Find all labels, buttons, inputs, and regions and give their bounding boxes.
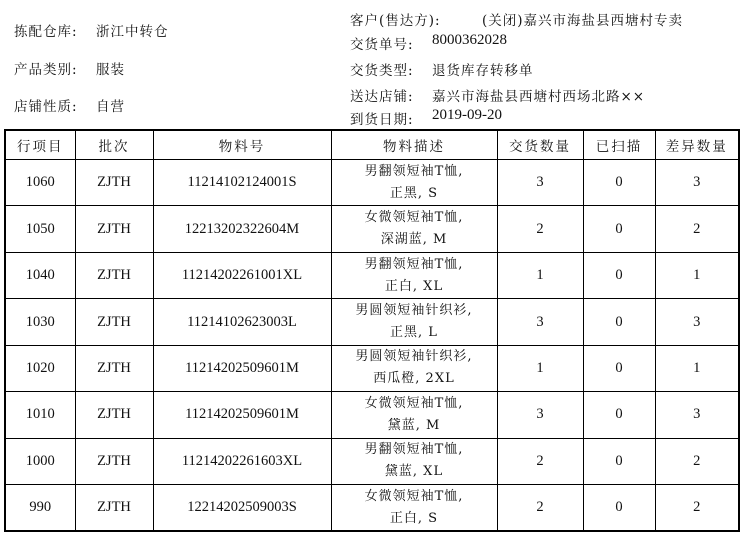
cell-description	[331, 252, 497, 298]
table-row	[5, 438, 739, 484]
customer-label: 客户(售达方):	[350, 13, 441, 29]
cell-material: 11214202261603XL	[153, 438, 331, 484]
cell-delivery-qty: 2	[497, 206, 583, 252]
cell-batch: ZJTH	[75, 252, 153, 298]
cell-difference: 2	[655, 206, 739, 252]
table-row	[5, 206, 739, 252]
description-line-1: 男翻领短袖T恤,	[364, 256, 464, 272]
cell-item: 990	[5, 485, 75, 531]
cell-batch: ZJTH	[75, 160, 153, 206]
cell-description	[331, 160, 497, 206]
category-value: 服装	[96, 62, 125, 78]
delivery-type-value: 退货库存转移单	[432, 63, 534, 79]
delivery-no-label: 交货单号:	[350, 37, 414, 53]
table-row	[5, 392, 739, 438]
delivery-no-value: 8000362028	[432, 32, 507, 48]
cell-batch: ZJTH	[75, 299, 153, 345]
cell-batch: ZJTH	[75, 392, 153, 438]
warehouse-value: 浙江中转仓	[96, 24, 169, 40]
delivery-table	[4, 129, 740, 532]
cell-material: 11214202509601M	[153, 392, 331, 438]
table-row	[5, 160, 739, 206]
cell-batch: ZJTH	[75, 206, 153, 252]
description-line-2: 西瓜橙, 2XL	[373, 371, 455, 387]
description-line-2: 正黑, L	[390, 325, 438, 341]
customer-value: (关闭)嘉兴市海盐县西塘村专卖	[482, 13, 684, 29]
cell-delivery-qty: 3	[497, 392, 583, 438]
cell-scanned: 0	[583, 438, 655, 484]
cell-description	[331, 438, 497, 484]
cell-material: 12214202509003S	[153, 485, 331, 531]
cell-difference: 2	[655, 438, 739, 484]
description-line-1: 男圆领短袖针织衫,	[355, 349, 473, 365]
description-line-1: 男圆领短袖针织衫,	[355, 303, 473, 319]
cell-scanned: 0	[583, 485, 655, 531]
cell-delivery-qty: 3	[497, 299, 583, 345]
arrival-date-label: 到货日期:	[350, 112, 414, 128]
cell-delivery-qty: 2	[497, 438, 583, 484]
description-line-1: 男翻领短袖T恤,	[364, 442, 464, 458]
cell-item: 1040	[5, 252, 75, 298]
table-row	[5, 252, 739, 298]
column-header-material: 物料号	[153, 130, 331, 160]
cell-material: 11214102124001S	[153, 160, 331, 206]
ship-to-value: 嘉兴市海盐县西塘村西场北路××	[432, 89, 646, 105]
column-header-difference: 差异数量	[655, 130, 739, 160]
table-row	[5, 299, 739, 345]
table-row	[5, 345, 739, 391]
cell-scanned: 0	[583, 345, 655, 391]
description-line-2: 黛蓝, XL	[384, 464, 444, 480]
cell-delivery-qty: 1	[497, 345, 583, 391]
warehouse-label: 拣配仓库:	[14, 24, 78, 40]
cell-item: 1020	[5, 345, 75, 391]
cell-item: 1000	[5, 438, 75, 484]
cell-delivery-qty: 2	[497, 485, 583, 531]
cell-description	[331, 485, 497, 531]
store-type-label: 店铺性质:	[14, 99, 78, 115]
cell-difference: 2	[655, 485, 739, 531]
cell-description	[331, 345, 497, 391]
cell-description	[331, 392, 497, 438]
arrival-date-value: 2019-09-20	[432, 107, 502, 123]
column-header-scanned: 已扫描	[583, 130, 655, 160]
description-line-2: 正白, XL	[384, 278, 444, 294]
cell-difference: 3	[655, 160, 739, 206]
cell-material: 11214202261001XL	[153, 252, 331, 298]
cell-difference: 3	[655, 392, 739, 438]
cell-scanned: 0	[583, 160, 655, 206]
cell-batch: ZJTH	[75, 438, 153, 484]
column-header-delivery-qty: 交货数量	[497, 130, 583, 160]
cell-scanned: 0	[583, 206, 655, 252]
column-header-item: 行项目	[5, 130, 75, 160]
description-line-1: 女微领短袖T恤,	[364, 488, 464, 504]
description-line-1: 男翻领短袖T恤,	[364, 163, 464, 179]
column-header-batch: 批次	[75, 130, 153, 160]
column-header-description: 物料描述	[331, 130, 497, 160]
cell-item: 1010	[5, 392, 75, 438]
description-line-2: 黛蓝, M	[387, 417, 441, 433]
cell-scanned: 0	[583, 299, 655, 345]
cell-material: 11214202509601M	[153, 345, 331, 391]
cell-difference: 3	[655, 299, 739, 345]
store-type-value: 自营	[96, 99, 125, 115]
cell-difference: 1	[655, 252, 739, 298]
cell-batch: ZJTH	[75, 485, 153, 531]
cell-scanned: 0	[583, 252, 655, 298]
cell-difference: 1	[655, 345, 739, 391]
cell-delivery-qty: 1	[497, 252, 583, 298]
cell-material: 12213202322604M	[153, 206, 331, 252]
description-line-1: 女微领短袖T恤,	[364, 395, 464, 411]
description-line-2: 深湖蓝, M	[380, 232, 448, 248]
table-row	[5, 485, 739, 531]
cell-item: 1030	[5, 299, 75, 345]
cell-description	[331, 299, 497, 345]
description-line-1: 女微领短袖T恤,	[364, 210, 464, 226]
ship-to-label: 送达店铺:	[350, 89, 414, 105]
cell-scanned: 0	[583, 392, 655, 438]
description-line-2: 正黑, S	[389, 185, 439, 201]
category-label: 产品类别:	[14, 62, 78, 78]
cell-item: 1060	[5, 160, 75, 206]
table-header-row	[5, 130, 739, 160]
cell-description	[331, 206, 497, 252]
delivery-type-label: 交货类型:	[350, 63, 414, 79]
cell-batch: ZJTH	[75, 345, 153, 391]
description-line-2: 正白, S	[389, 510, 439, 526]
cell-item: 1050	[5, 206, 75, 252]
cell-material: 11214102623003L	[153, 299, 331, 345]
cell-delivery-qty: 3	[497, 160, 583, 206]
